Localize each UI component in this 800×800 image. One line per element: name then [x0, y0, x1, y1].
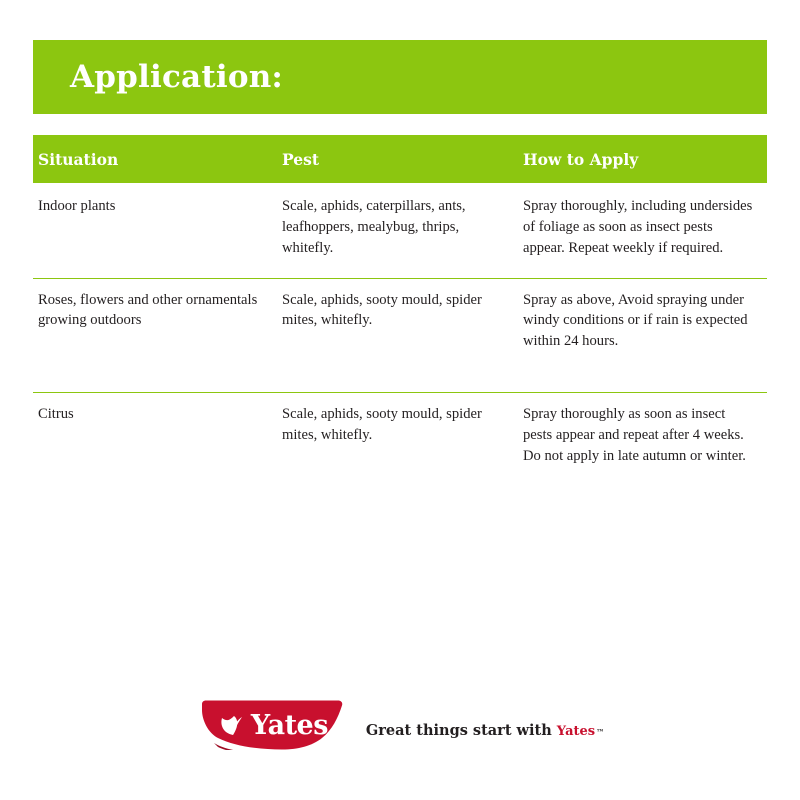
row-spacer: [33, 362, 767, 392]
footer-tagline: [366, 722, 604, 739]
cell-how-to-apply: Spray thoroughly as soon as insect pests appear and repeat after 4 weeks. Do not apply in late autumn or winter.: [523, 406, 746, 464]
cell-situation: Citrus: [38, 406, 74, 423]
leaf-icon: [220, 714, 246, 736]
cell-how-to-apply: Spray as above, Avoid spraying under windy conditions or if rain is expected within 24 hours.: [523, 291, 748, 350]
application-table: [33, 135, 767, 477]
page-title: Application:: [70, 58, 284, 95]
logo-wordmark: Yates: [250, 710, 328, 741]
trademark-symbol: ™: [596, 726, 605, 737]
column-header-how-to-apply: How to Apply: [523, 149, 639, 169]
yates-logo: [196, 700, 346, 760]
cell-situation: Indoor plants: [38, 198, 116, 214]
cell-pest: Scale, aphids, caterpillars, ants, leafhoppers, mealybug, thrips, whitefly.: [282, 198, 466, 256]
column-header-situation: Situation: [38, 149, 119, 169]
column-header-pest: Pest: [282, 149, 319, 169]
tagline-text: Great things start with: [365, 721, 552, 739]
application-header-banner: [33, 40, 767, 114]
cell-pest: Scale, aphids, sooty mould, spider mites, whitefly.: [282, 291, 482, 329]
tagline-brand: Yates: [556, 723, 596, 739]
table-header-row: [33, 135, 767, 183]
cell-how-to-apply: Spray thoroughly, including undersides of foliage as soon as insect pests appear. Repeat weekly if required.: [523, 198, 753, 256]
cell-pest: Scale, aphids, sooty mould, spider mites, whitefly.: [282, 406, 482, 444]
cell-situation: Roses, flowers and other ornamentals growing outdoors: [38, 291, 258, 329]
footer: [0, 700, 800, 760]
table-row: [33, 278, 767, 363]
row-spacer: [33, 269, 767, 278]
table-row: [33, 183, 767, 269]
table-row: [33, 392, 767, 477]
